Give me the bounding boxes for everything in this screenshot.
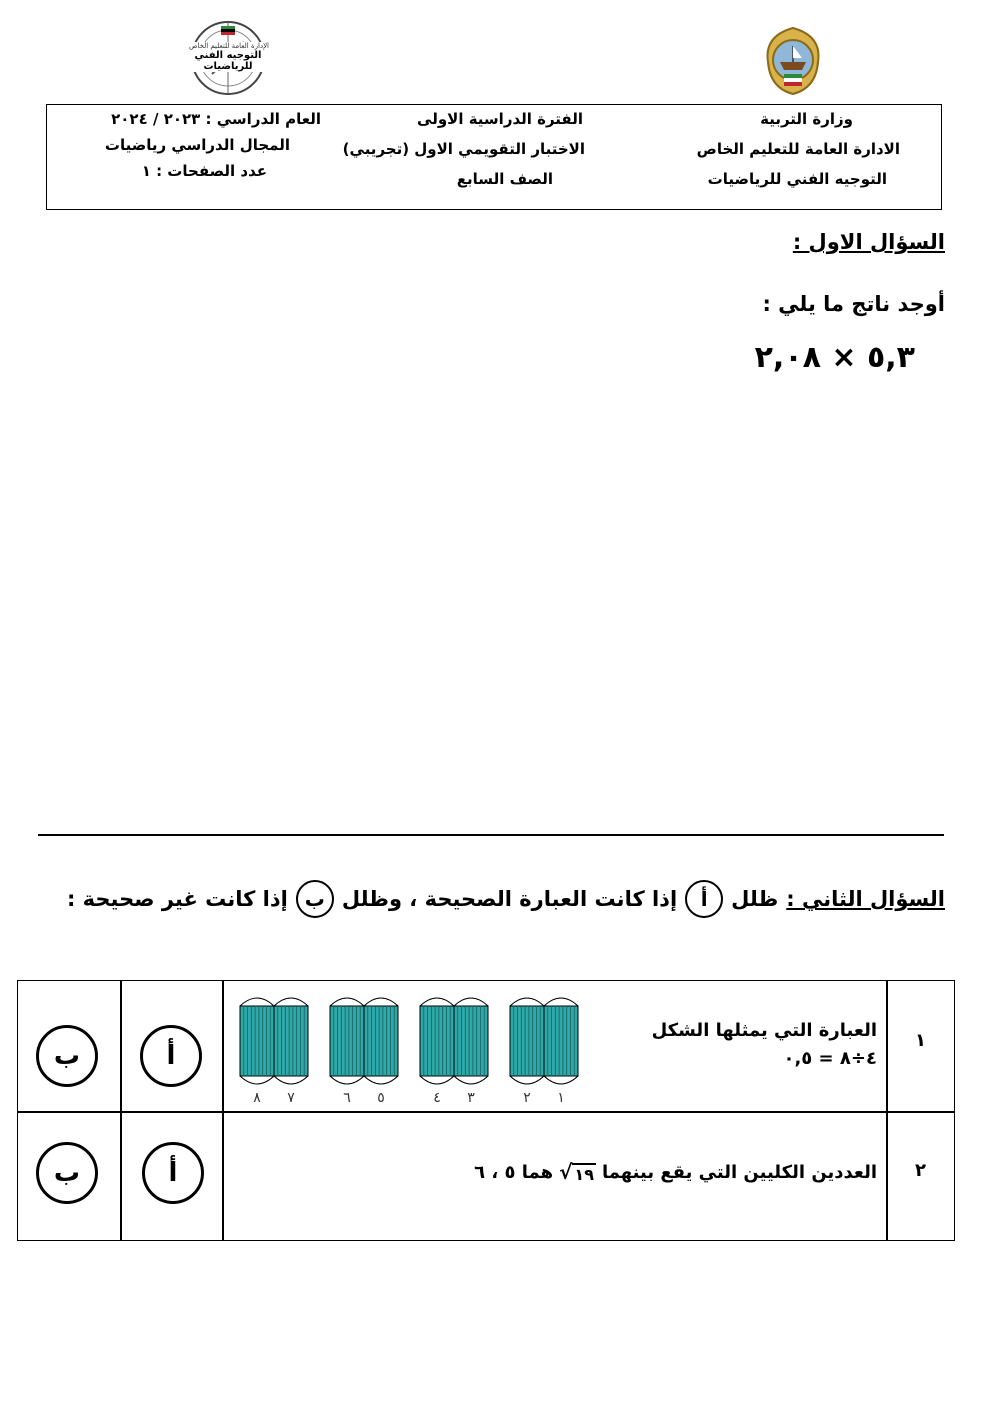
- strip-bottom-arc: [454, 1076, 488, 1084]
- strip-top-arc: [240, 998, 274, 1006]
- question2-instruction-line: [67, 880, 945, 918]
- strip: [364, 1006, 398, 1076]
- row1-statement-line2: ٤÷٨ = ٠,٥: [783, 1048, 877, 1069]
- header-left-line1: العام الدراسي : ٢٠٢٣ / ٢٠٢٤: [111, 110, 321, 128]
- header-center-line3: الصف السابع: [456, 170, 553, 188]
- row2-choice-a[interactable]: أ: [142, 1142, 204, 1204]
- row2-number: ٢: [915, 1160, 926, 1181]
- square-root: [559, 1160, 596, 1184]
- question2-false-text: إذا كانت غير صحيحة :: [66, 887, 288, 911]
- strip-bottom-arc: [420, 1076, 454, 1084]
- strip-label: ٢: [523, 1090, 531, 1105]
- strip-label: ١: [557, 1090, 565, 1105]
- strip-bottom-arc: [274, 1076, 308, 1084]
- row1-choice-b[interactable]: ب: [36, 1025, 98, 1087]
- strip-bottom-arc: [544, 1076, 578, 1084]
- header-left-line3: عدد الصفحات : ١: [141, 162, 267, 180]
- strip-top-arc: [330, 998, 364, 1006]
- strip-top-arc: [510, 998, 544, 1006]
- header-center-line1: الفترة الدراسية الاولى: [417, 110, 583, 128]
- strip-label: ٥: [377, 1090, 385, 1105]
- header-right-line1: وزارة التربية: [760, 110, 853, 128]
- strip-top-arc: [454, 998, 488, 1006]
- header-right-line2: الادارة العامة للتعليم الخاص: [696, 140, 900, 158]
- strip-top-arc: [420, 998, 454, 1006]
- question1-title: السؤال الاول :: [792, 230, 945, 254]
- question2-true-text: إذا كانت العبارة الصحيحة ، وظلل: [341, 887, 678, 911]
- strip-label: ٣: [467, 1090, 475, 1105]
- row1-statement-line1: العبارة التي يمثلها الشكل: [651, 1020, 877, 1041]
- strip-top-arc: [544, 998, 578, 1006]
- strip-bottom-arc: [240, 1076, 274, 1084]
- strip: [240, 1006, 274, 1076]
- choice-a-symbol: أ: [685, 880, 723, 918]
- row2-statement: [474, 1160, 877, 1184]
- row1-choice-a[interactable]: أ: [140, 1025, 202, 1087]
- strip: [544, 1006, 578, 1076]
- choice-b-symbol: ب: [296, 880, 334, 918]
- question2-shade-label: ظلل: [731, 887, 779, 911]
- strip-bottom-arc: [510, 1076, 544, 1084]
- radicand: ١٩: [574, 1165, 594, 1184]
- row2-text-after: هما ٥ ، ٦: [474, 1161, 554, 1183]
- strip-label: ٦: [343, 1090, 351, 1105]
- header-left-line2: المجال الدراسي رياضيات: [104, 136, 290, 154]
- strip: [274, 1006, 308, 1076]
- radical-sign-icon: √: [559, 1160, 573, 1184]
- strip: [420, 1006, 454, 1076]
- strip-label: ٤: [433, 1090, 441, 1105]
- row2-text-before: العددين الكليين التي يقع بينهما: [601, 1161, 877, 1183]
- strip-top-arc: [274, 998, 308, 1006]
- question1-expression: ٥,٣ × ٢,٠٨: [754, 340, 915, 375]
- section-divider: [38, 834, 944, 836]
- strip-bottom-arc: [364, 1076, 398, 1084]
- strip: [510, 1006, 544, 1076]
- row1-number: ١: [915, 1030, 926, 1051]
- question1-instruction: أوجد ناتج ما يلي :: [762, 292, 945, 316]
- header-right-line3: التوجيه الفني للرياضيات: [707, 170, 887, 188]
- strip-top-arc: [364, 998, 398, 1006]
- strip: [330, 1006, 364, 1076]
- header-center-line2: الاختبار التقويمي الاول (تجريبي): [342, 140, 585, 158]
- strip: [454, 1006, 488, 1076]
- question2-title: السؤال الثاني :: [786, 887, 945, 911]
- kuwait-emblem-icon: [760, 22, 826, 98]
- strip-bottom-arc: [330, 1076, 364, 1084]
- fraction-strips-figure: [234, 990, 594, 1105]
- strip-label: ٧: [287, 1090, 295, 1105]
- row2-choice-b[interactable]: ب: [36, 1142, 98, 1204]
- logo-subtext: الإدارة العامة للتعليم الخاص: [186, 42, 272, 50]
- logo-text: التوجيه الفني للرياضيات: [178, 50, 278, 72]
- strip-label: ٨: [253, 1090, 261, 1105]
